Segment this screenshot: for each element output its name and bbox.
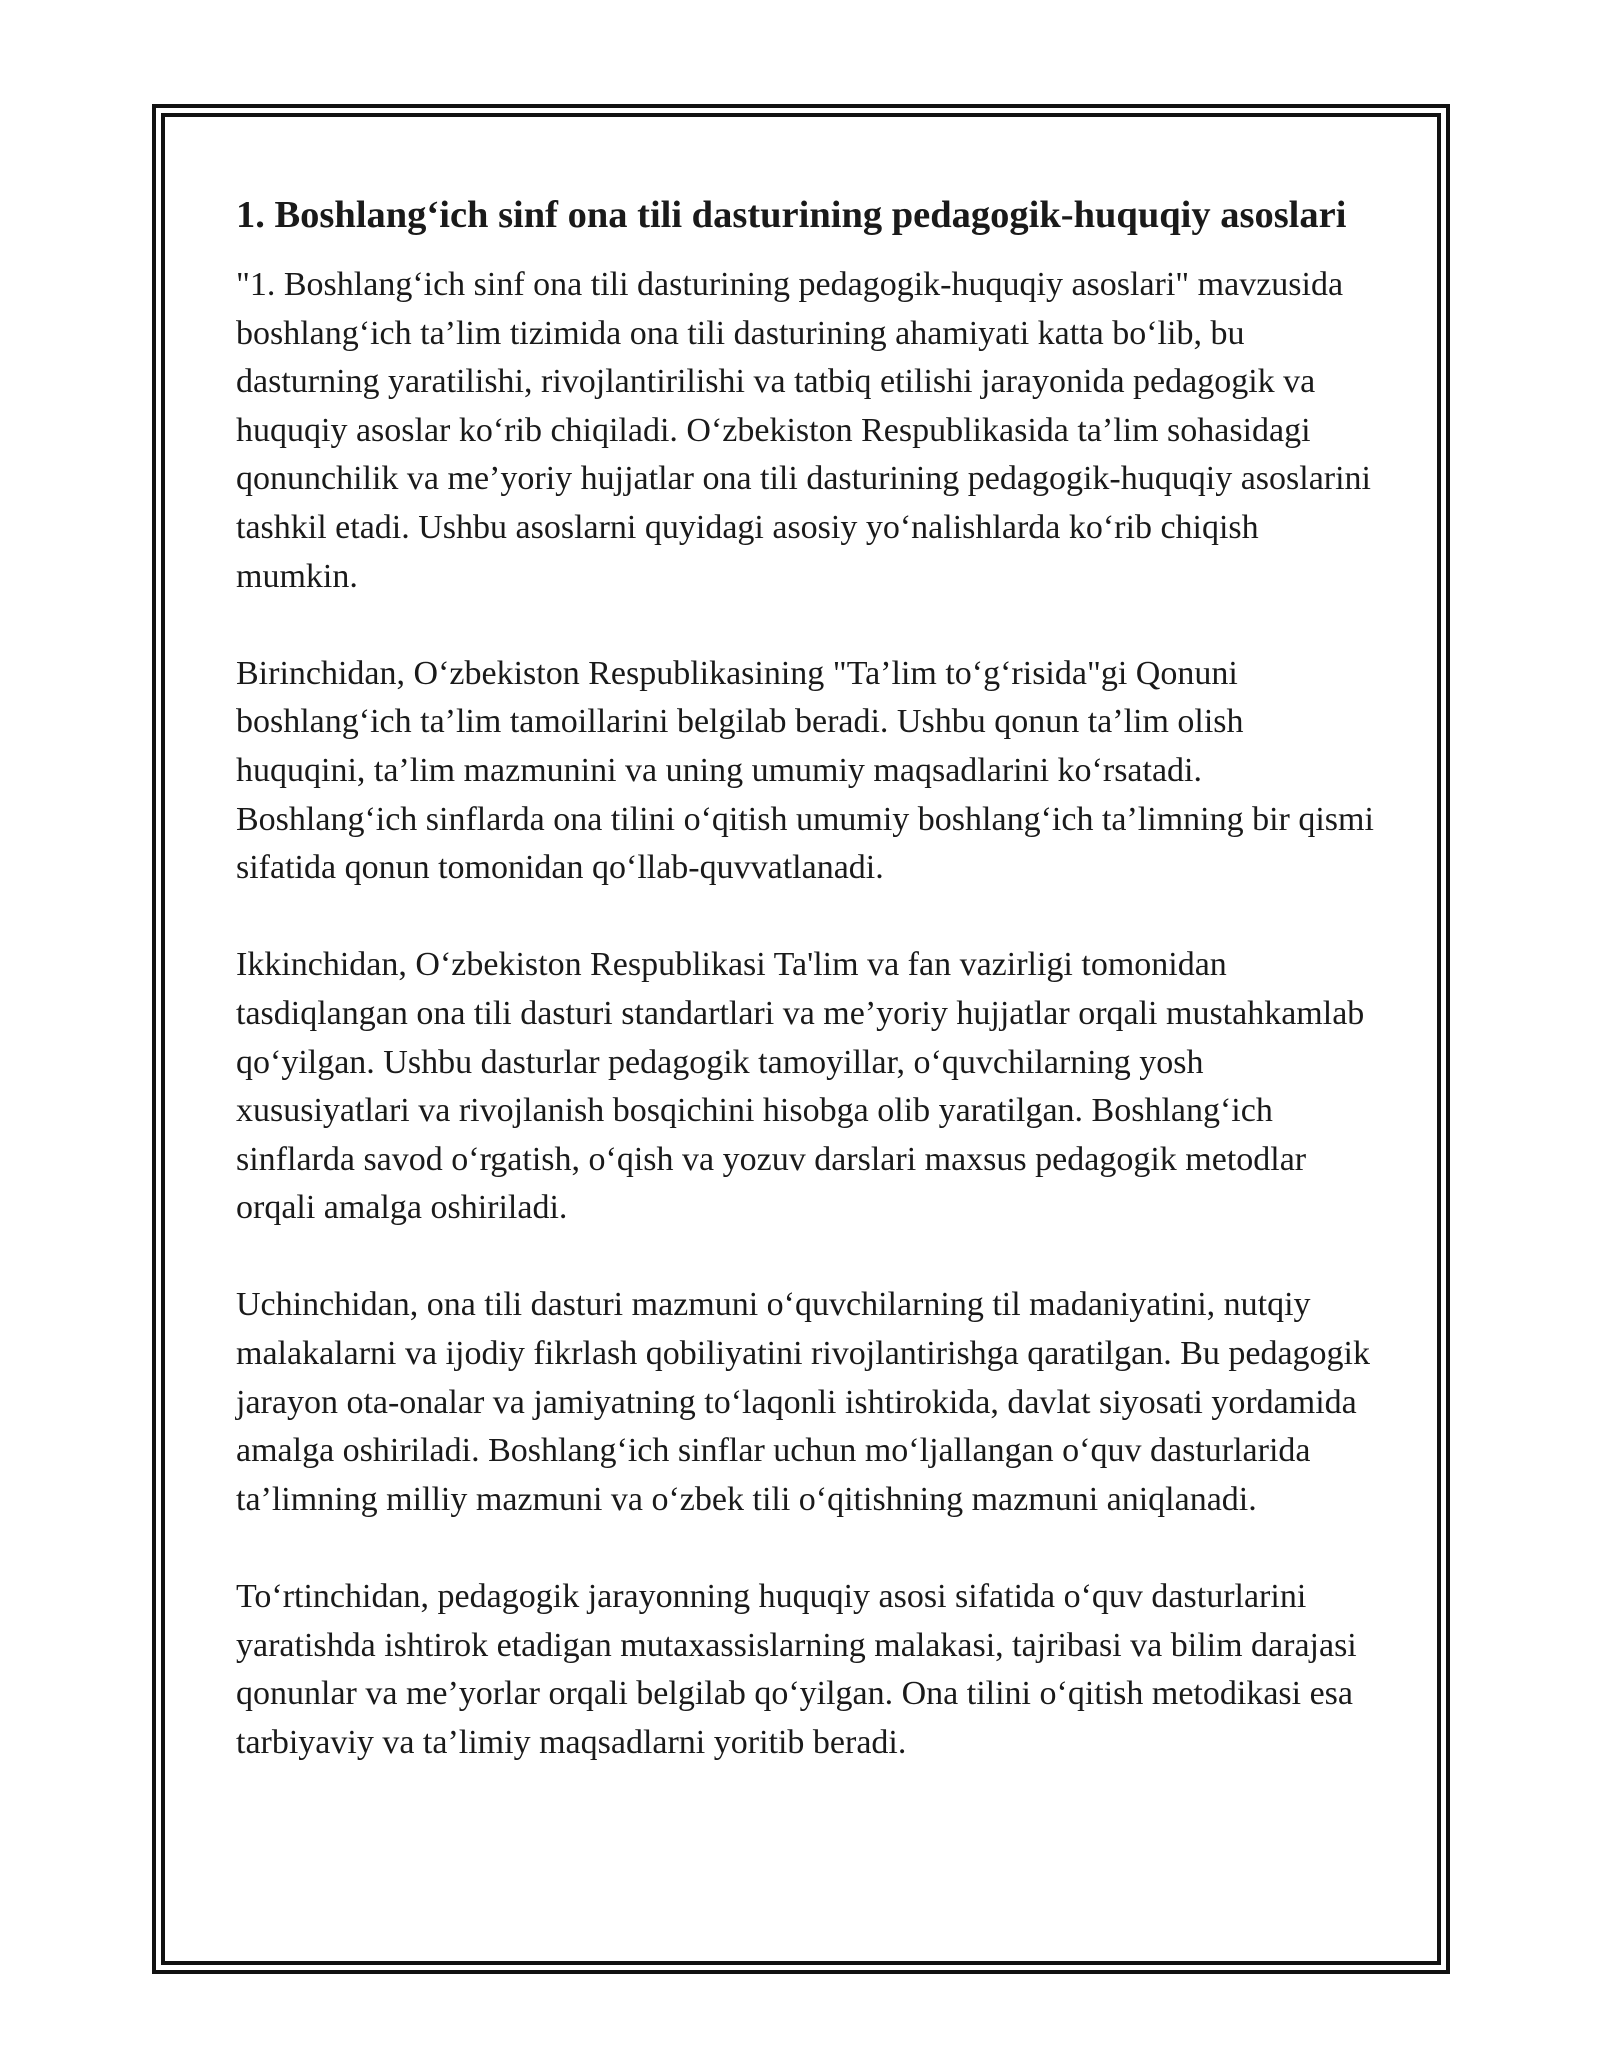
paragraph-ikkinchidan: Ikkinchidan, O‘zbekiston Respublikasi Ta'lim va fan vazirligi tomonidan tasdiqlangan ona tili dasturi standartlari va me’yoriy hujjatlar orqali mustahkamlab qo‘yilgan. Ushbu dasturlar pedagogik tamoyillar, o‘quvchilarning yosh xususiyatlari va rivojlanish bosqichini hisobga olib yaratilgan. Boshlang‘ich sinflarda savod o‘rgatish, o‘qish va yozuv darslari maxsus pedagogik metodlar orqali amalga oshiriladi. <box>236 946 1365 1227</box>
paragraph-uchinchidan: Uchinchidan, ona tili dasturi mazmuni o‘quvchilarning til madaniyatini, nutqiy malakalarni va ijodiy fikrlash qobiliyatini rivojlantirishga qaratilgan. Bu pedagogik jarayon ota-onalar va jamiyatning to‘laqonli ishtirokida, davlat siyosati yordamida amalga oshiriladi. Boshlang‘ich sinflar uchun mo‘ljallangan o‘quv dasturlarida ta’limning milliy mazmuni va o‘zbek tili o‘qitishning mazmuni aniqlanadi. <box>236 1286 1371 1518</box>
section-heading: 1. Boshlang‘ich sinf ona tili dasturining pedagogik-huquqiy asoslari <box>236 194 1347 236</box>
paragraph-tortinchidan: To‘rtinchidan, pedagogik jarayonning huquqiy asosi sifatida o‘quv dasturlarini yaratishda ishtirok etadigan mutaxassislarning malakasi, tajribasi va bilim darajasi qonunlar va me’yorlar orqali belgilab qo‘yilgan. Ona tilini o‘qitish metodikasi esa tarbiyaviy va ta’limiy maqsadlarni yoritib beradi. <box>236 1578 1357 1761</box>
paragraph-intro: "1. Boshlang‘ich sinf ona tili dasturining pedagogik-huquqiy asoslari" mavzusida boshlang‘ich ta’lim tizimida ona tili dasturining ahamiyati katta bo‘lib, bu dasturning yaratilishi, rivojlantirilishi va tatbiq etilishi jarayonida pedagogik va huquqiy asoslar ko‘rib chiqiladi. O‘zbekiston Respublikasida ta’lim sohasidagi qonunchilik va me’yoriy hujjatlar ona tili dasturining pedagogik-huquqiy asoslarini tashkil etadi. Ushbu asoslarni quyidagi asosiy yo‘nalishlarda ko‘rib chiqish mumkin. <box>236 266 1371 595</box>
document-body <box>236 188 1376 1816</box>
paragraph-birinchidan: Birinchidan, O‘zbekiston Respublikasining "Ta’lim to‘g‘risida"gi Qonuni boshlang‘ich ta’lim tamoillarini belgilab beradi. Ushbu qonun ta’lim olish huquqini, ta’lim mazmunini va uning umumiy maqsadlarini ko‘rsatadi. Boshlang‘ich sinflarda ona tilini o‘qitish umumiy boshlang‘ich ta’limning bir qismi sifatida qonun tomonidan qo‘llab-quvvatlanadi. <box>236 654 1374 887</box>
